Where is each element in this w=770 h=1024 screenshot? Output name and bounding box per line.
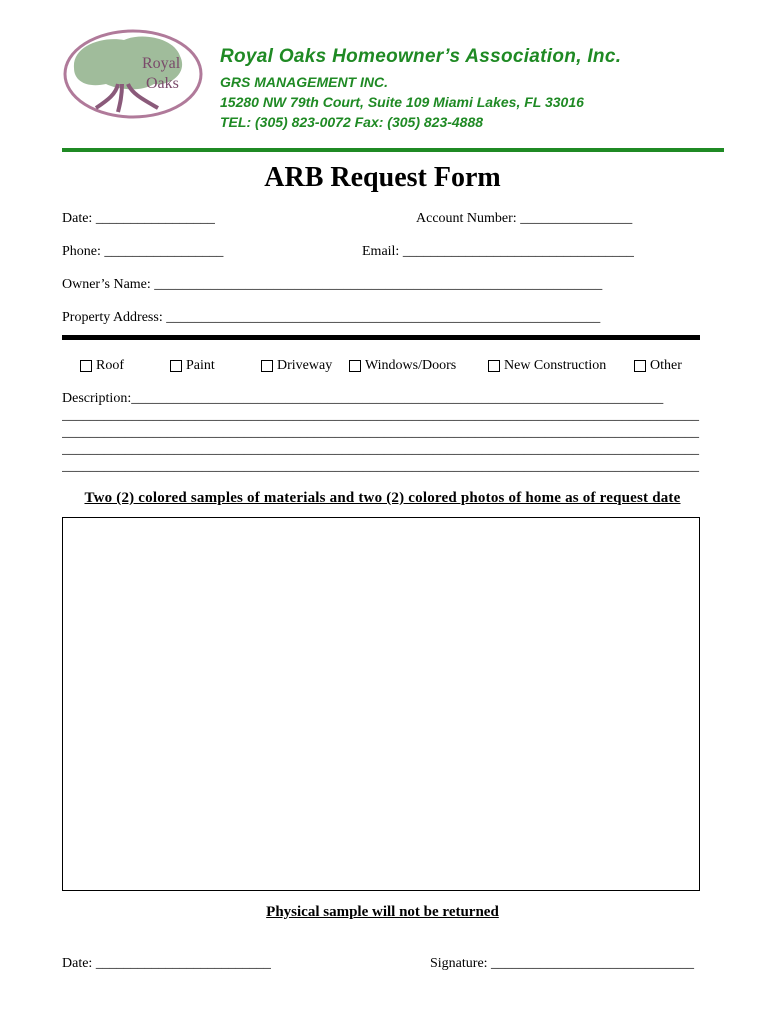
email-field[interactable]: Email: _________________________________ bbox=[362, 244, 634, 259]
physical-sample-note: Physical sample will not be returned bbox=[266, 904, 499, 920]
checkbox-windows-doors[interactable] bbox=[349, 358, 456, 374]
description-line[interactable]: ___________________________________________________________________________________________ bbox=[62, 442, 699, 457]
description-area[interactable] bbox=[62, 390, 702, 475]
description-line[interactable]: ___________________________________________________________________________________________ bbox=[62, 459, 699, 474]
checkbox-roof[interactable] bbox=[80, 358, 124, 374]
checkbox-label: Windows/Doors bbox=[365, 358, 457, 373]
header-divider bbox=[62, 148, 724, 152]
checkbox-icon[interactable] bbox=[170, 360, 182, 372]
owner-name-field[interactable]: Owner’s Name: ________________________________________________________________ bbox=[62, 277, 603, 292]
section-divider bbox=[62, 335, 700, 340]
form-title: ARB Request Form bbox=[264, 162, 501, 193]
signature-field[interactable]: Signature: _____________________________ bbox=[430, 956, 695, 971]
property-address-field[interactable]: Property Address: ______________________________________________________________ bbox=[62, 310, 601, 325]
checkbox-driveway[interactable] bbox=[261, 358, 332, 374]
checkbox-icon[interactable] bbox=[634, 360, 646, 372]
description-line[interactable]: ___________________________________________________________________________________________ bbox=[62, 408, 699, 423]
logo-line-1: Royal bbox=[142, 55, 181, 72]
checkbox-label: New Construction bbox=[504, 358, 607, 373]
checkbox-icon[interactable] bbox=[488, 360, 500, 372]
description-line[interactable]: ___________________________________________________________________________________________ bbox=[62, 425, 699, 440]
description-label: Description:____________________________________________________________________________ bbox=[62, 391, 664, 406]
checkbox-label: Paint bbox=[186, 358, 215, 373]
footer-date-field[interactable]: Date: _________________________ bbox=[62, 956, 271, 971]
checkbox-icon[interactable] bbox=[80, 360, 92, 372]
royal-oaks-logo bbox=[62, 28, 204, 120]
checkbox-label: Roof bbox=[96, 358, 124, 373]
management-name: GRS MANAGEMENT INC. bbox=[220, 74, 388, 90]
account-number-field[interactable]: Account Number: ________________ bbox=[416, 211, 633, 226]
logo-line-2: Oaks bbox=[146, 75, 179, 92]
samples-note: Two (2) colored samples of materials and two (2) colored photos of home as of request date bbox=[84, 490, 681, 506]
association-title: Royal Oaks Homeowner’s Association, Inc. bbox=[220, 46, 622, 67]
date-field[interactable]: Date: _________________ bbox=[62, 211, 215, 226]
checkbox-label: Other bbox=[650, 358, 682, 373]
checkbox-label: Driveway bbox=[277, 358, 333, 373]
checkbox-icon[interactable] bbox=[349, 360, 361, 372]
checkbox-other[interactable] bbox=[634, 358, 682, 374]
management-contact: TEL: (305) 823-0072 Fax: (305) 823-4888 bbox=[220, 114, 484, 130]
photo-attachment-box[interactable] bbox=[62, 517, 700, 891]
phone-field[interactable]: Phone: _________________ bbox=[62, 244, 224, 259]
checkbox-icon[interactable] bbox=[261, 360, 273, 372]
checkbox-new-construction[interactable] bbox=[488, 358, 606, 374]
management-address: 15280 NW 79th Court, Suite 109 Miami Lakes, FL 33016 bbox=[220, 94, 584, 110]
checkbox-paint[interactable] bbox=[170, 358, 215, 374]
